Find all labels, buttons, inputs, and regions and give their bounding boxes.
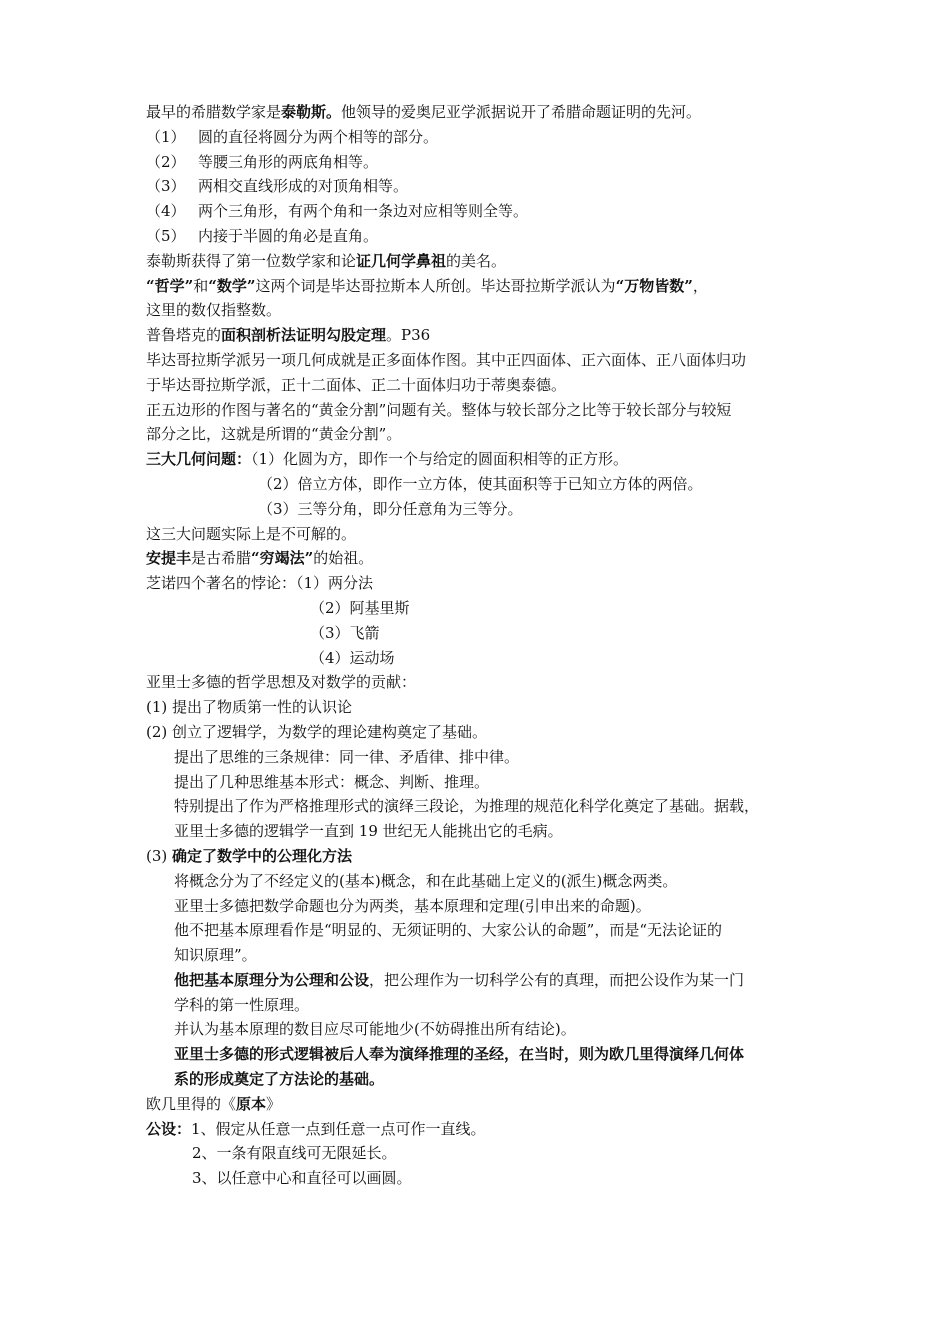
list-item: （5） 内接于半圆的角必是直角。	[146, 226, 379, 245]
zeno-item: （3）飞箭	[310, 623, 380, 642]
golden-ratio-line-2: 部分之比，这就是所谓的“黄金分割”。	[146, 425, 402, 444]
aristotle-sub-item: 提出了几种思维基本形式：概念、判断、推理。	[174, 772, 490, 791]
postulate-item: 3、以任意中心和直径可以画圆。	[192, 1169, 412, 1188]
three-problems-line-1: 三大几何问题：（1）化圆为方，即作一个与给定的圆面积相等的正方形。	[146, 450, 629, 469]
aristotle-heading: 亚里士多德的哲学思想及对数学的贡献：	[146, 673, 417, 692]
aristotle-sub-item: 将概念分为了不经定义的(基本)概念，和在此基础上定义的(派生)概念两类。	[174, 871, 678, 890]
aristotle-contribution-3: (3) 确定了数学中的公理化方法	[146, 846, 353, 865]
aristotle-sub-item-cont: 系的形成奠定了方法论的基础。	[174, 1070, 385, 1089]
list-item: （3） 两相交直线形成的对顶角相等。	[146, 177, 409, 196]
aristotle-sub-item: 提出了思维的三条规律：同一律、矛盾律、排中律。	[174, 747, 520, 766]
thales-fame: 泰勒斯获得了第一位数学家和论证几何学鼻祖的美名。	[146, 251, 507, 270]
list-item: （2） 等腰三角形的两底角相等。	[146, 152, 379, 171]
aristotle-sub-item-cont: 知识原理”。	[174, 946, 257, 965]
document-page	[146, 100, 826, 1191]
aristotle-sub-item: 亚里士多德把数学命题也分为两类，基本原理和定理(引申出来的命题)。	[174, 896, 651, 915]
list-item: （1） 圆的直径将圆分为两个相等的部分。	[146, 127, 439, 146]
thales-intro: 最早的希腊数学家是泰勒斯。他领导的爱奥尼亚学派据说开了希腊命题证明的先河。	[146, 103, 702, 121]
aristotle-sub-item-cont: 学科的第一性原理。	[174, 995, 310, 1014]
euclid-title: 欧几里得的《原本》	[146, 1094, 282, 1113]
polyhedra-line-2: 于毕达哥拉斯学派，正十二面体、正二十面体归功于蒂奥泰德。	[146, 375, 567, 394]
pythagoras-para-1: “哲学”和“数学”这两个词是毕达哥拉斯本人所创。毕达哥拉斯学派认为“万物皆数”，	[146, 276, 708, 295]
postulate-line-1: 公设：1、假定从任意一点到任意一点可作一直线。	[146, 1119, 486, 1138]
postulate-item: 2、一条有限直线可无限延长。	[192, 1144, 397, 1163]
aristotle-sub-item: 他不把基本原理看作是“明显的、无须证明的、大家公认的命题”，而是“无法论证的	[174, 921, 723, 940]
aristotle-sub-item: 特别提出了作为严格推理形式的演绎三段论，为推理的规范化科学化奠定了基础。据载，	[174, 797, 760, 816]
three-problems-item: （3）三等分角，即分任意角为三等分。	[258, 499, 523, 518]
antiphon-line: 安提丰是古希腊“穷竭法”的始祖。	[146, 549, 374, 568]
aristotle-sub-item: 亚里士多德的形式逻辑被后人奉为演绎推理的圣经，在当时，则为欧几里得演绎几何体	[174, 1045, 745, 1064]
aristotle-contribution-1: (1) 提出了物质第一性的认识论	[146, 698, 353, 717]
golden-ratio-line-1: 正五边形的作图与著名的“黄金分割”问题有关。整体与较长部分之比等于较长部分与较短	[146, 400, 732, 419]
aristotle-sub-item: 他把基本原理分为公理和公设，把公理作为一切科学公有的真理，而把公设作为某一门	[174, 970, 745, 989]
list-item: （4） 两个三角形，有两个角和一条边对应相等则全等。	[146, 202, 529, 221]
plutarch-line: 普鲁塔克的面积剖析法证明勾股定理。P36	[146, 326, 431, 345]
aristotle-sub-item-cont: 亚里士多德的逻辑学一直到 19 世纪无人能挑出它的毛病。	[174, 822, 563, 841]
zeno-item: （2）阿基里斯	[310, 598, 410, 617]
pythagoras-para-1-cont: 这里的数仅指整数。	[146, 301, 282, 320]
zeno-item: （4）运动场	[310, 648, 395, 667]
zeno-line-1: 芝诺四个著名的悖论：（1）两分法	[146, 574, 374, 593]
polyhedra-line-1: 毕达哥拉斯学派另一项几何成就是正多面体作图。其中正四面体、正六面体、正八面体归功	[146, 350, 747, 369]
three-problems-item: （2）倍立方体，即作一立方体，使其面积等于已知立方体的两倍。	[258, 474, 703, 493]
aristotle-sub-item: 并认为基本原理的数目应尽可能地少(不妨碍推出所有结论)。	[174, 1020, 576, 1039]
aristotle-contribution-2: (2) 创立了逻辑学，为数学的理论建构奠定了基础。	[146, 722, 488, 741]
three-problems-note: 这三大问题实际上是不可解的。	[146, 524, 357, 543]
